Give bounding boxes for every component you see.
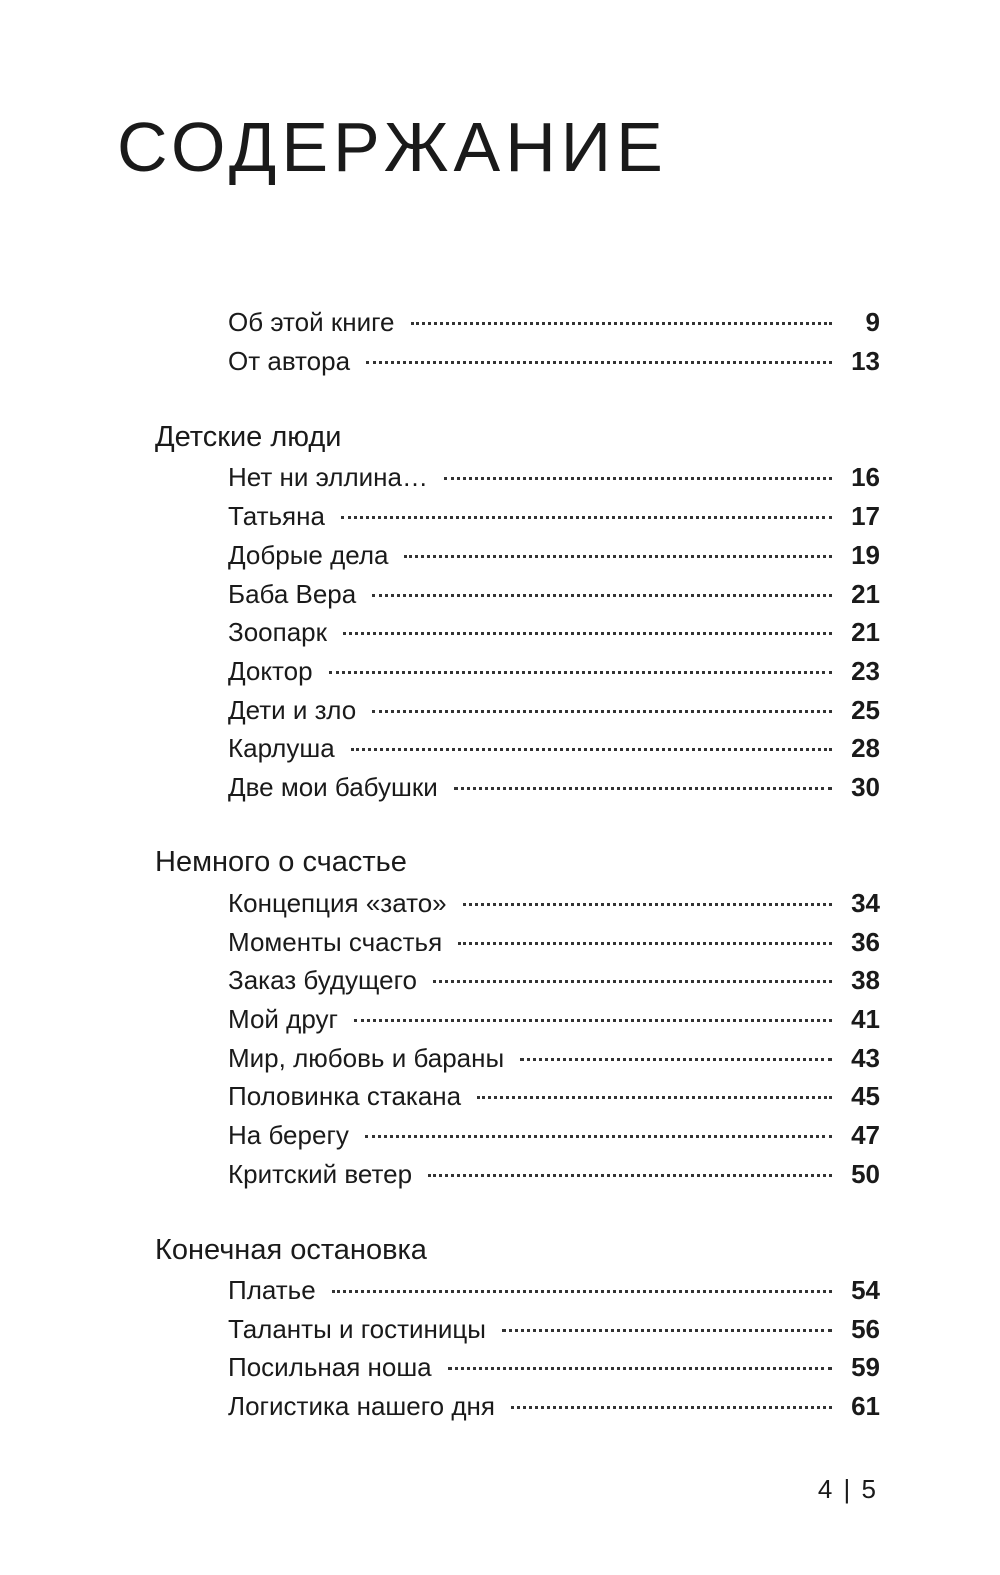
dot-leader: [372, 710, 832, 713]
dot-leader: [372, 594, 832, 597]
dot-leader: [329, 671, 832, 674]
toc-entry-label: Таланты и гостиницы: [228, 1314, 486, 1344]
dot-leader: [477, 1096, 832, 1099]
dot-leader: [366, 361, 832, 364]
toc-entry[interactable]: [228, 461, 880, 493]
toc-entry[interactable]: [228, 732, 880, 764]
toc-entry-page: 45: [851, 1081, 880, 1111]
toc-entry-label: От автора: [228, 346, 351, 376]
toc-entry-label: Доктор: [228, 656, 313, 686]
toc-entry-page: 23: [851, 656, 880, 686]
toc-entry-page: 61: [851, 1391, 880, 1421]
toc-entry[interactable]: [228, 1080, 880, 1112]
dot-leader: [343, 632, 832, 635]
toc-entry-label: Заказ будущего: [228, 965, 417, 995]
toc-entry[interactable]: [228, 655, 880, 687]
dot-leader: [433, 980, 832, 983]
toc-entry-label: Нет ни эллина…: [228, 462, 428, 492]
dot-leader: [332, 1290, 832, 1293]
toc-entry-page: 17: [851, 501, 880, 531]
toc-entry[interactable]: [228, 578, 880, 610]
toc-entry[interactable]: [228, 500, 880, 532]
dot-leader: [454, 787, 832, 790]
dot-leader: [341, 516, 832, 519]
dot-leader: [404, 555, 832, 558]
toc-entry-page: 41: [851, 1004, 880, 1034]
toc-entry[interactable]: [228, 306, 880, 338]
dot-leader: [448, 1367, 832, 1370]
section-heading: Немного о счастье: [155, 846, 407, 878]
toc-entry-label: Баба Вера: [228, 579, 357, 609]
toc-entry-page: 50: [851, 1159, 880, 1189]
toc-entry[interactable]: [228, 1390, 880, 1422]
toc-entry-label: Об этой книге: [228, 307, 395, 337]
toc-entry-page: 30: [851, 772, 880, 802]
toc-entry-page: 38: [851, 965, 880, 995]
toc-entry[interactable]: [228, 887, 880, 919]
toc-entry-label: Мир, любовь и бараны: [228, 1043, 505, 1073]
dot-leader: [411, 322, 833, 325]
section-heading: Детские люди: [155, 421, 342, 453]
toc-entry-label: Татьяна: [228, 501, 325, 531]
toc-entry[interactable]: [228, 694, 880, 726]
dot-leader: [428, 1174, 832, 1177]
toc-entry[interactable]: [228, 1003, 880, 1035]
dot-leader: [351, 748, 832, 751]
toc-entry[interactable]: [228, 1042, 880, 1074]
toc-entry-page: 9: [865, 307, 880, 337]
dot-leader: [511, 1406, 832, 1409]
toc-entry[interactable]: [228, 1313, 880, 1345]
toc-entry[interactable]: [228, 1274, 880, 1306]
toc-entry[interactable]: [228, 1351, 880, 1383]
toc-entry-label: Моменты счастья: [228, 927, 443, 957]
toc-entry-label: Посильная ноша: [228, 1352, 432, 1382]
toc-entry[interactable]: [228, 1119, 880, 1151]
toc-entry-label: Концепция «зато»: [228, 888, 447, 918]
toc-entry-page: 21: [851, 617, 880, 647]
dot-leader: [502, 1329, 832, 1332]
toc-entry[interactable]: [228, 926, 880, 958]
dot-leader: [463, 903, 832, 906]
toc-entry[interactable]: [228, 616, 880, 648]
toc-entry-page: 25: [851, 695, 880, 725]
toc-entry[interactable]: [228, 1158, 880, 1190]
toc-entry-label: Дети и зло: [228, 695, 357, 725]
toc-entry-label: На берегу: [228, 1120, 349, 1150]
toc-entry-page: 56: [851, 1314, 880, 1344]
toc-entry-label: Логистика нашего дня: [228, 1391, 495, 1421]
toc-entry-page: 34: [851, 888, 880, 918]
section-heading: Конечная остановка: [155, 1234, 427, 1266]
page-number: 4 | 5: [817, 1474, 878, 1504]
toc-entry-page: 59: [851, 1352, 880, 1382]
toc-entry-label: Две мои бабушки: [228, 772, 438, 802]
dot-leader: [444, 477, 832, 480]
dot-leader: [354, 1019, 832, 1022]
toc-entry-label: Карлуша: [228, 733, 335, 763]
toc-entry-page: 36: [851, 927, 880, 957]
toc-entry-page: 19: [851, 540, 880, 570]
toc-entry-page: 47: [851, 1120, 880, 1150]
toc-entry[interactable]: [228, 539, 880, 571]
dot-leader: [520, 1058, 832, 1061]
toc-entry-page: 28: [851, 733, 880, 763]
toc-entry-label: Критский ветер: [228, 1159, 413, 1189]
toc-entry-label: Добрые дела: [228, 540, 389, 570]
toc-entry[interactable]: [228, 345, 880, 377]
dot-leader: [458, 942, 832, 945]
toc-entry-page: 21: [851, 579, 880, 609]
toc-entry-page: 43: [851, 1043, 880, 1073]
toc-entry-label: Половинка стакана: [228, 1081, 462, 1111]
toc-entry-label: Зоопарк: [228, 617, 327, 647]
toc-entry[interactable]: [228, 964, 880, 996]
toc-entry-label: Мой друг: [228, 1004, 338, 1034]
dot-leader: [365, 1135, 832, 1138]
toc-entry-page: 13: [851, 346, 880, 376]
toc-entry-page: 16: [851, 462, 880, 492]
page-title: СОДЕРЖАНИЕ: [117, 108, 668, 186]
toc-entry-page: 54: [851, 1275, 880, 1305]
toc-entry-label: Платье: [228, 1275, 316, 1305]
toc-entry[interactable]: [228, 771, 880, 803]
